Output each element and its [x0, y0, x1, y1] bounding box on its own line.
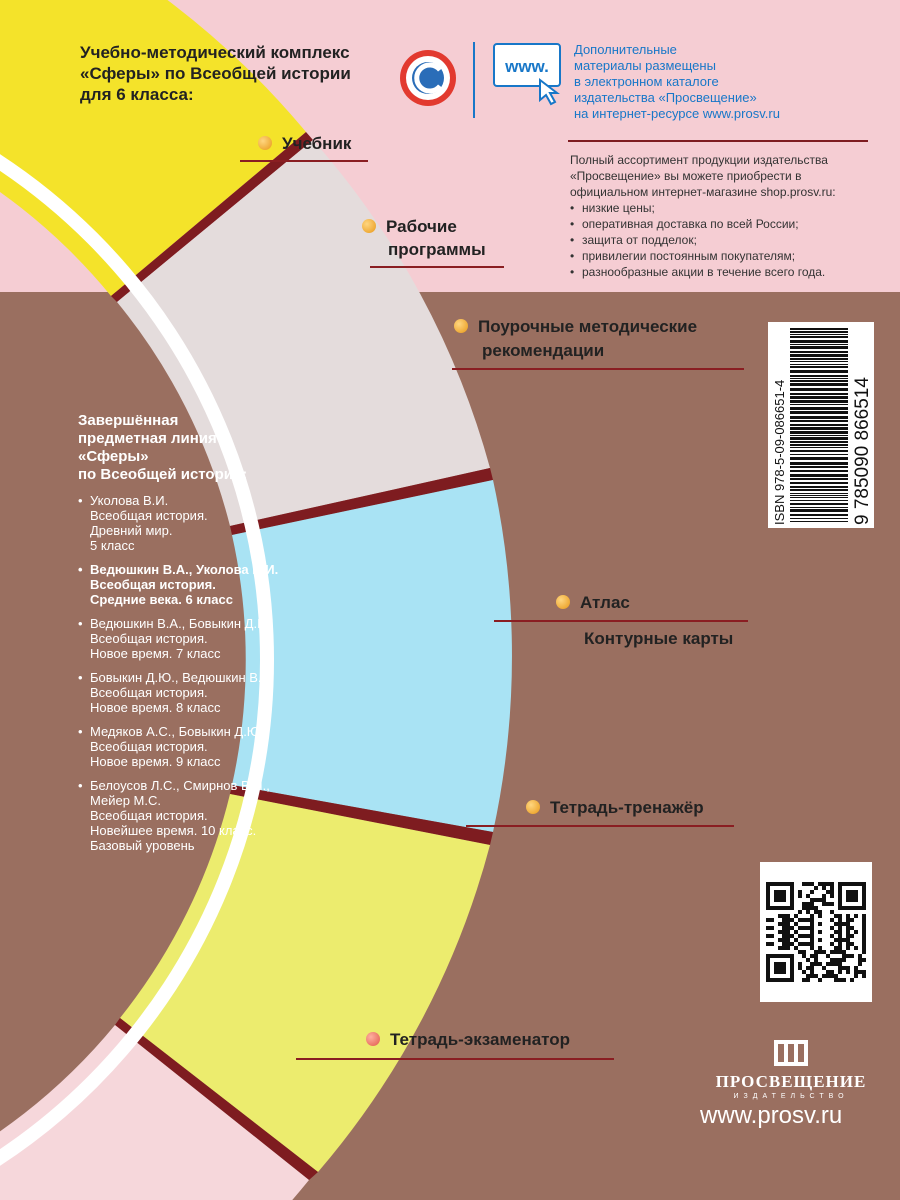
book-line: Новое время. 8 класс [90, 700, 221, 715]
book-line: • Ведюшкин В.А., Бовыкин Д.Ю. [90, 616, 274, 631]
book-list [78, 493, 318, 862]
publisher-url[interactable]: www.prosv.ru [700, 1102, 843, 1129]
publisher-logo-text [706, 1072, 876, 1100]
bullet-dot-icon [526, 800, 540, 814]
header-title [80, 42, 410, 105]
label-konturnye: Контурные карты [584, 629, 734, 648]
info-line: в электронном каталоге [574, 74, 719, 89]
subject-line-title-line: «Сферы» [78, 448, 149, 465]
book-line: • Белоусов Л.С., Смирнов В.П., [90, 778, 270, 793]
book-line: Древний мир. [90, 523, 173, 538]
bullet-dot-icon [362, 219, 376, 233]
bullet-dot-icon [556, 595, 570, 609]
label-uchebnik [258, 133, 351, 155]
subject-line-title [78, 412, 328, 484]
header-title-line: Учебно-методический комплекс [80, 43, 350, 62]
label-rabochie-line2: программы [388, 240, 486, 259]
book-line: • Медяков А.С., Бовыкин Д.Ю. [90, 724, 264, 739]
book-line: Новейшее время. 10 класс. [90, 823, 257, 838]
subject-line-title-line: Завершённая [78, 412, 179, 429]
prosveshchenie-logo-icon [774, 1040, 808, 1066]
info-line: издательства «Просвещение» [574, 90, 757, 105]
label-text: Тетрадь-экзаменатор [390, 1030, 571, 1049]
shop-line: официальном интернет-магазине shop.prosv.ru: [570, 185, 836, 199]
isbn-barcode-box [768, 322, 874, 528]
underline-trenazher [466, 825, 734, 827]
book-line: Всеобщая история. [90, 739, 208, 754]
qr-code-icon [760, 862, 872, 1002]
bullet-dot-icon [454, 319, 468, 333]
info-line: материалы размещены [574, 58, 716, 73]
book-line: • Ведюшкин В.А., Уколова В.И. [90, 562, 279, 577]
label-rabochie [362, 216, 457, 238]
info-line: Дополнительные [574, 42, 677, 57]
book-line: Всеобщая история. [90, 631, 208, 646]
subject-line-title-line: по Всеобщей истории: [78, 466, 248, 483]
label-text: Учебник [282, 134, 352, 153]
shop-rule [568, 140, 868, 142]
shop-line: «Просвещение» вы можете приобрести в [570, 169, 802, 183]
shop-benefit-item: • привилегии постоянным покупателям; [570, 248, 876, 264]
subject-line-title-line: предметная линия [78, 430, 217, 447]
publisher-sub: ИЗДАТЕЛЬСТВО [733, 1093, 849, 1100]
info-line: на интернет-ресурсе www.prosv.ru [574, 106, 780, 121]
www-icon-text: www. [505, 57, 549, 76]
book-line: • Бовыкин Д.Ю., Ведюшкин В.А. [90, 670, 274, 685]
shop-info [570, 152, 876, 280]
book-line: Всеобщая история. [90, 808, 208, 823]
qr-code-box [760, 862, 872, 1002]
bullet-dot-icon [366, 1032, 380, 1046]
header-title-line: для 6 класса: [80, 85, 194, 104]
underline-atlas [494, 620, 748, 622]
underline-pourochnye [452, 368, 744, 370]
label-text: Тетрадь-тренажёр [550, 798, 704, 817]
shop-benefit-item: • оперативная доставка по всей России; [570, 216, 876, 232]
shop-benefits-list [570, 200, 876, 280]
book-line: Мейер М.С. [90, 793, 161, 808]
book-line: 5 класс [90, 538, 135, 553]
book-line: Базовый уровень [90, 838, 195, 853]
label-text: Поурочные методические [478, 317, 698, 336]
shop-benefit-item: • низкие цены; [570, 200, 876, 216]
book-item [78, 562, 318, 607]
publisher-name: ПРОСВЕЩЕНИЕ [715, 1072, 867, 1091]
shop-benefit-item: • защита от подделок; [570, 232, 876, 248]
header-divider [473, 42, 475, 118]
book-item [78, 616, 318, 661]
book-line: Средние века. 6 класс [90, 592, 233, 607]
label-trenazher [526, 797, 704, 819]
isbn-digits: 9 785090 866514 [852, 377, 873, 525]
book-item [78, 493, 318, 553]
book-line: • Уколова В.И. [90, 493, 169, 508]
label-ekzamenator [366, 1029, 570, 1051]
shop-line: Полный ассортимент продукции издательства [570, 153, 828, 167]
book-line: Новое время. 7 класс [90, 646, 221, 661]
isbn-text: ISBN 978-5-09-086651-4 [772, 379, 787, 525]
book-line: Новое время. 9 класс [90, 754, 221, 769]
label-text: Атлас [580, 593, 630, 612]
bullet-dot-icon [258, 136, 272, 150]
barcode-icon [768, 322, 874, 528]
underline-uchebnik [240, 160, 368, 162]
header-title-line: «Сферы» по Всеобщей истории [80, 64, 351, 83]
label-text: Рабочие [386, 217, 457, 236]
shop-benefit-item: • разнообразные акции в течение всего года. [570, 264, 876, 280]
label-pourochnye-line2: рекомендации [482, 341, 605, 360]
book-item [78, 778, 318, 853]
book-line: Всеобщая история. [90, 685, 208, 700]
book-line: Всеобщая история. [90, 577, 216, 592]
underline-rabochie [370, 266, 504, 268]
book-item [78, 724, 318, 769]
book-item [78, 670, 318, 715]
label-pourochnye [454, 316, 697, 338]
label-atlas [556, 592, 630, 614]
book-line: Всеобщая история. [90, 508, 208, 523]
info-text [574, 42, 874, 122]
underline-ekzamenator [296, 1058, 614, 1060]
